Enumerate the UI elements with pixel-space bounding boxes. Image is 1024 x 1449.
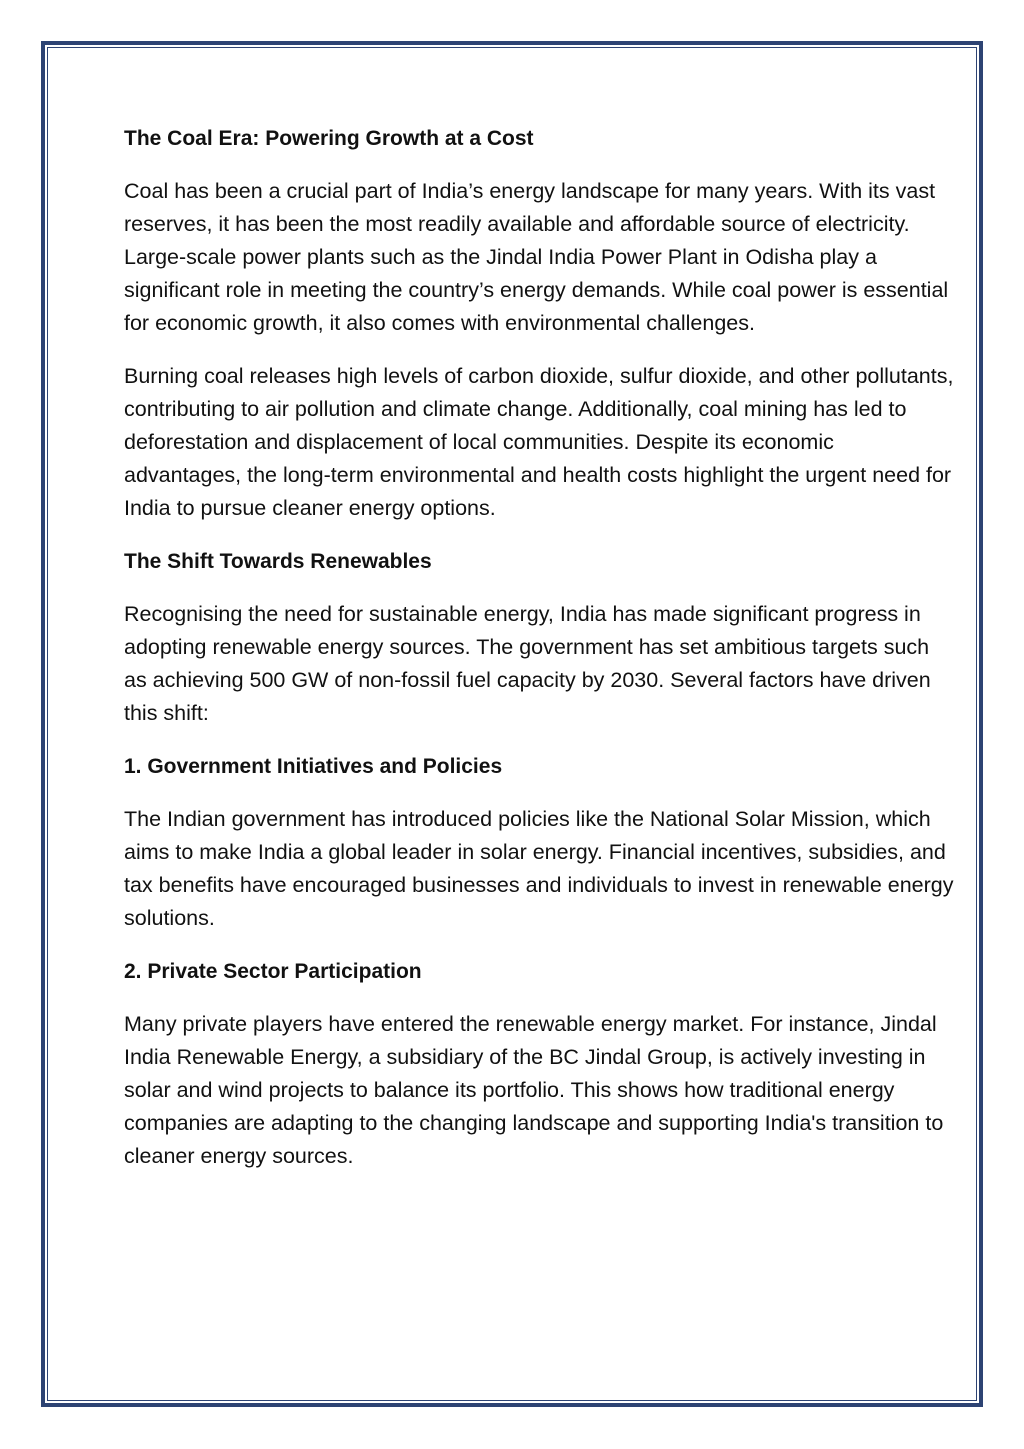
heading-government-initiatives: 1. Government Initiatives and Policies [124,755,503,778]
paragraph-coal-pollution: Burning coal releases high levels of carbon dioxide, sulfur dioxide, and other pollutants, contributing to air pollution and climate change. Additionally, coal mining has led to deforestation and displacement of local communities. Despite its economic advantages, the long-term environmental and health costs highlight the urgent need for India to pursue cleaner energy options. [124,364,954,520]
paragraph-government-initiatives: The Indian government has introduced policies like the National Solar Mission, which aims to make India a global leader in solar energy. Financial incentives, subsidies, and tax benefits have encouraged businesses and individuals to invest in renewable energy solutions. [124,807,954,930]
paragraph-renewables-intro: Recognising the need for sustainable energy, India has made significant progress in adopting renewable energy sources. The government has set ambitious targets such as achieving 500 GW of non-fossil fuel capacity by 2030. Several factors have driven this shift: [124,602,931,725]
heading-private-sector: 2. Private Sector Participation [124,960,422,983]
document-body [124,122,954,1193]
paragraph-private-sector: Many private players have entered the renewable energy market. For instance, Jindal India Renewable Energy, a subsidiary of the BC Jindal Group, is actively investing in solar and wind projects to balance its portfolio. This shows how traditional energy companies are adapting to the changing landscape and supporting India's transition to cleaner energy sources. [124,1012,944,1168]
heading-coal-era: The Coal Era: Powering Growth at a Cost [124,127,534,150]
heading-shift-renewables: The Shift Towards Renewables [124,550,432,573]
paragraph-coal-intro: Coal has been a crucial part of India’s energy landscape for many years. With its vast reserves, it has been the most readily available and affordable source of electricity. Large-scale power plants such as the Jindal India Power Plant in Odisha play a significant role in meeting the country’s energy demands. While coal power is essential for economic growth, it also comes with environmental challenges. [124,179,949,335]
